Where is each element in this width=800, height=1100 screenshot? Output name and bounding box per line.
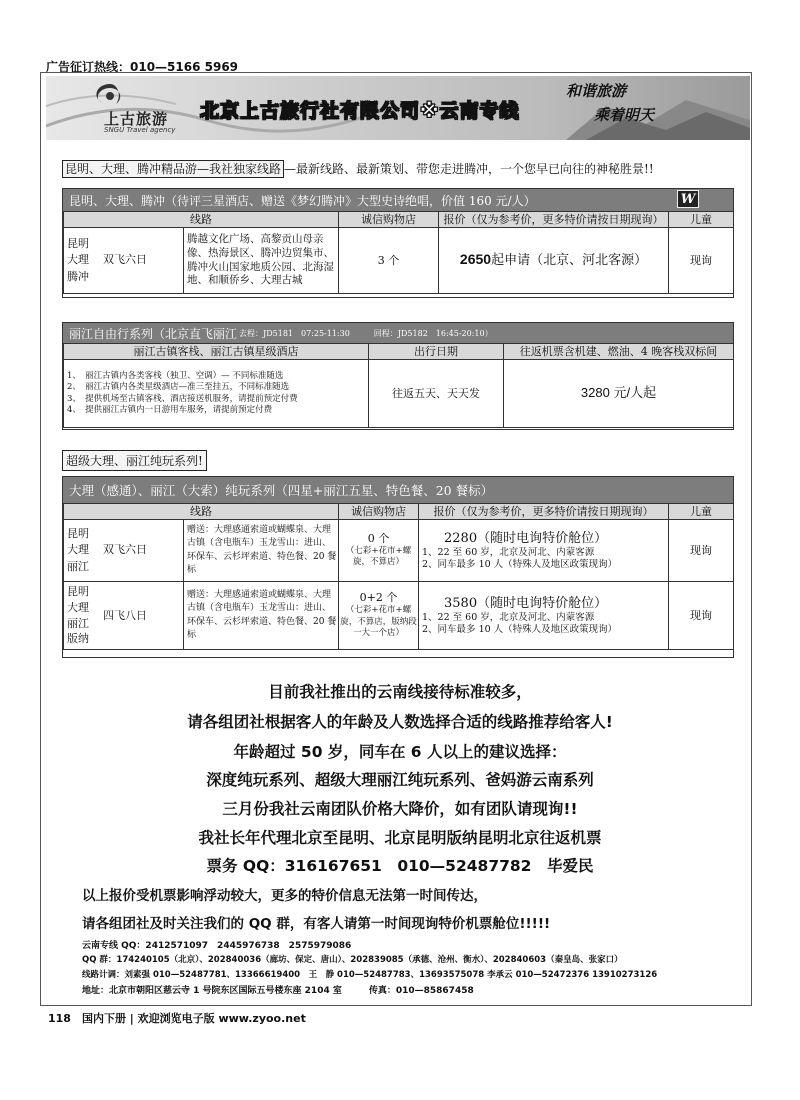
w-logo-icon: W [677,190,699,208]
place-name: 版纳 [67,632,89,646]
notice-line: 目前我社推出的云南线接待标准较多， [268,683,532,701]
list-item: 1、 丽江古镇内各类客栈（独卫、空调）— 不同标准随选 [67,370,284,381]
price-cell [439,228,669,294]
section-tengchong-table [63,211,734,294]
price-number: 2650 [459,251,492,268]
col-shops: 诚信购物店 [339,504,419,520]
section-lijiang-title: 丽江自由行系列（北京直飞丽江 [69,326,238,341]
route-places [64,228,184,294]
list-item: 4、 提供丽江古镇内一日游用车服务，请提前预定付费 [67,404,273,415]
section-lijiang-table [63,343,734,428]
trip-duration: 四飞八日 [103,608,147,622]
notice-line: 请各组团社根据客人的年龄及人数选择合适的线路推荐给客人! [187,713,613,731]
slogan-line-2: 乘着明天 [594,106,655,124]
ticket-qq-line: 票务 QQ：316167651 010—52487782 毕爱民 [206,857,594,875]
price-text: 起申请（北京、河北客源） [491,253,648,269]
trip-duration: 双飞六日 [103,543,147,557]
place-name: 丽江 [67,616,89,630]
intro-text: —最新线路、最新策划、带您走进腾冲，一个您早已向往的神秘胜景!! [284,162,654,176]
hotel-options [64,360,369,428]
table-row [64,228,734,294]
section-dali-heading [63,477,733,503]
section-dali-lijiang [62,476,734,658]
section-tengchong [62,188,734,298]
price-condition: 1、22 至 60 岁，北京及河北、内蒙客源 [422,546,595,558]
place-name: 昆明 [67,236,89,250]
section-tengchong-title: 昆明、大理、腾冲（待评三星酒店、赠送《梦幻腾冲》大型史诗绝唱，价值 160 元/人） [69,193,536,208]
table-header-row [64,504,734,520]
shop-count: 3 个 [339,228,439,294]
section-lijiang-flights: 去程：JD5181 07:25-11:30 回程：JD5182 16:45-20:10） [239,328,493,338]
col-shops: 诚信购物店 [339,212,439,228]
intro-boxed-title: 昆明、大理、腾冲精品游—我社独家线路 [62,160,284,178]
col-child: 儿童 [669,504,734,520]
logo-text: 上古旅游 [104,110,169,128]
notice-line: 深度纯玩系列、超级大理丽江纯玩系列、爸妈游云南系列 [206,771,594,789]
list-item: 2、 丽江古镇内各类星级酒店—准三至挂五，不同标准随选 [67,382,290,393]
place-name: 昆明 [67,526,89,540]
slogan-line-1: 和谐旅游 [566,82,627,100]
section-lijiang-heading [63,323,733,343]
col-route: 线路 [64,212,339,228]
route-detail: 赠送：大理感通索道或蝴蝶泉、大理古镇（含电瓶车）玉龙雪山：进山、环保车、云杉坪索道、特色餐、20 餐标 [184,582,339,650]
place-name: 昆明 [67,584,89,598]
child-price: 现询 [669,228,734,294]
section-lijiang-free [62,322,734,430]
table-header-row [64,212,734,228]
shop-count [339,582,419,650]
place-name: 丽江 [67,559,89,573]
table-row [64,582,734,650]
logo-subtitle: SNGU Travel agency [104,126,176,134]
route-detail: 赠送：大理感通索道或蝴蝶泉、大理古镇（含电瓶车）玉龙雪山：进山、环保车、云杉坪索道、特色餐、20 餐标 [184,520,339,582]
price-condition: 2、同车最多 10 人（特殊人及地区政策现询） [422,623,618,635]
notice-line: 三月份我社云南团队价格大降价，如有团队请现询!! [222,800,578,818]
child-price: 现询 [669,582,734,650]
table-header-row [64,344,734,360]
col-price: 报价（仅为参考价，更多特价请按日期现询） [439,212,669,228]
shop-count-note: （七彩+花市+螺旋，不算店） [345,545,412,568]
company-title: 北京上古旅行社有限公司※云南专线 [200,100,520,122]
notice-price-fluctuation: 以上报价受机票影响浮动较大，更多的特价信息无法第一时间传达， [82,888,487,904]
notice-line: 年龄超过 50 岁，同车在 6 人以上的建议选择： [233,743,567,761]
list-item: 3、 提供机场至古镇客栈、酒店接送机服务，请提前预定付费 [67,393,298,404]
notice-qq-group: 请各组团社及时关注我们的 QQ 群，有客人请第一时间现询特价机票舱位!!!!! [82,916,551,932]
contact-qq: 云南专线 QQ：2412571097 2445976738 2575979086 [82,941,352,951]
price-main: 3580（随时电询特价舱位） [444,595,608,611]
shop-count [339,520,419,582]
shop-count-main: 0 个 [367,532,390,546]
section-dali-label: 超级大理、丽江纯玩系列! [62,450,207,471]
contact-address: 地址：北京市朝阳区慈云寺 1 号院东区国际五号楼东座 2104 室 传真：010—85867458 [82,986,474,996]
price-cell [419,520,669,582]
contact-qq-groups: QQ 群：174240105（北京）、202840036（廊坊、保定、唐山）、202839085（承德、沧州、衡水）、202840603（秦皇岛、张家口） [82,955,623,965]
section-tengchong-heading [63,189,733,211]
route-places [64,582,184,650]
shop-count-note: （七彩+花市+螺旋，不算店，版纳段一大一个店） [340,605,417,639]
col-price: 报价（仅为参考价，更多特价请按日期现询） [419,504,669,520]
package-price: 3280 元/人起 [504,360,734,428]
col-route: 线路 [64,504,339,520]
place-name: 大理 [67,253,89,267]
route-places [64,520,184,582]
price-condition: 2、同车最多 10 人（特殊人及地区政策现询） [422,558,618,570]
price-condition: 1、22 至 60 岁，北京及河北、内蒙客源 [422,611,595,623]
price-cell [419,582,669,650]
col-hotel: 丽江古镇客栈、丽江古镇星级酒店 [64,344,369,360]
col-dates: 出行日期 [369,344,504,360]
place-name: 腾冲 [67,269,89,283]
page-footer: 118 国内下册 | 欢迎浏览电子版 www.zyoo.net [48,1012,306,1025]
shop-count-main: 0+2 个 [359,591,398,605]
place-name: 大理 [67,543,89,557]
intro-line [62,160,654,177]
table-row [64,520,734,582]
col-includes: 往返机票含机建、燃油、4 晚客栈双标间 [504,344,734,360]
price-main: 2280（随时电询特价舱位） [444,530,608,546]
route-detail: 腾越文化广场、高黎贡山母亲像、热海景区、腾冲边贸集市、腾冲火山国家地质公园、北海湿地、和顺侨乡、大理古城 [184,228,339,294]
departure-dates: 往返五天、天天发 [369,360,504,428]
col-child: 儿童 [669,212,734,228]
table-row [64,360,734,428]
child-price: 现询 [669,520,734,582]
section-dali-title: 大理（感通）、丽江（大索）纯玩系列（四星+丽江五星、特色餐、20 餐标） [69,483,494,498]
ad-hotline: 广告征订热线：010—5166 5969 [46,60,239,74]
trip-duration: 双飞六日 [103,253,147,267]
place-name: 大理 [67,600,89,614]
contact-planners: 线路计调：刘素强 010—52487781、13366619400 王 静 010—52487783、13693575078 李承云 010—52472376 13910273126 [82,970,658,980]
section-dali-table [63,503,734,650]
notice-line: 我社长年代理北京至昆明、北京昆明版纳昆明北京往返机票 [198,829,602,847]
